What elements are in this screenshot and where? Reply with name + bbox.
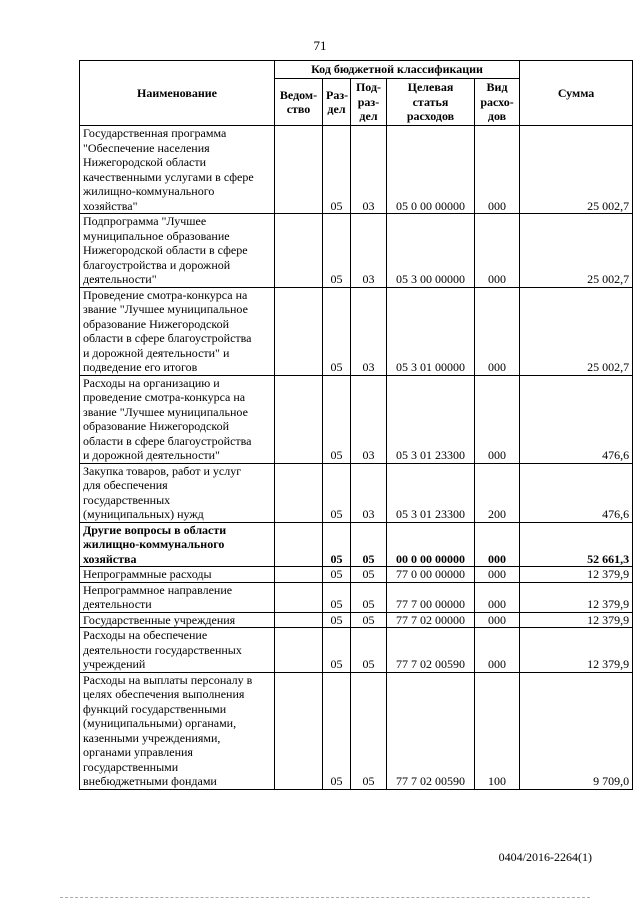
row-celevaya-statya: 77 0 00 00000 (387, 567, 475, 583)
row-razdel: 05 (323, 628, 351, 673)
header-podrazdel: Под- раз- дел (351, 79, 387, 126)
row-podrazdel: 03 (351, 463, 387, 522)
row-podrazdel: 03 (351, 126, 387, 214)
row-celevaya-statya: 05 0 00 00000 (387, 126, 475, 214)
row-vedomstvo (275, 214, 323, 288)
row-podrazdel: 05 (351, 522, 387, 567)
row-razdel: 05 (323, 463, 351, 522)
row-vedomstvo (275, 287, 323, 375)
row-podrazdel: 05 (351, 582, 387, 612)
row-summa: 12 379,9 (520, 628, 633, 673)
row-razdel: 05 (323, 287, 351, 375)
row-summa: 25 002,7 (520, 287, 633, 375)
row-podrazdel: 05 (351, 628, 387, 673)
row-vedomstvo (275, 463, 323, 522)
row-razdel: 05 (323, 214, 351, 288)
row-summa: 476,6 (520, 375, 633, 463)
table-row (80, 214, 633, 288)
row-razdel: 05 (323, 567, 351, 583)
row-razdel: 05 (323, 612, 351, 628)
row-summa: 25 002,7 (520, 126, 633, 214)
row-vedomstvo (275, 628, 323, 673)
row-celevaya-statya: 77 7 02 00590 (387, 628, 475, 673)
table-row (80, 567, 633, 583)
header-celevaya: Целевая статья расходов (387, 79, 475, 126)
row-celevaya-statya: 05 3 00 00000 (387, 214, 475, 288)
table-row (80, 522, 633, 567)
row-razdel: 05 (323, 582, 351, 612)
row-celevaya-statya: 05 3 01 23300 (387, 463, 475, 522)
row-summa: 52 661,3 (520, 522, 633, 567)
row-name: Подпрограмма "Лучшее муниципальное образование Нижегородской области в сфере благоустройства и дорожной деятельности" (80, 214, 275, 288)
row-vid-rashodov: 000 (475, 126, 520, 214)
row-celevaya-statya: 77 7 02 00000 (387, 612, 475, 628)
row-podrazdel: 05 (351, 672, 387, 789)
row-vid-rashodov: 000 (475, 214, 520, 288)
row-vid-rashodov: 200 (475, 463, 520, 522)
row-razdel: 05 (323, 375, 351, 463)
document-code: 0404/2016-2264(1) (498, 850, 592, 864)
row-vedomstvo (275, 672, 323, 789)
header-group: Код бюджетной классификации (275, 61, 520, 79)
table-row (80, 672, 633, 789)
row-vedomstvo (275, 375, 323, 463)
row-podrazdel: 05 (351, 567, 387, 583)
row-name: Непрограммное направление деятельности (80, 582, 275, 612)
budget-table (79, 60, 633, 790)
row-podrazdel: 03 (351, 214, 387, 288)
row-celevaya-statya: 05 3 01 23300 (387, 375, 475, 463)
page-number: 71 (313, 38, 327, 53)
header-vedomstvo: Ведом- ство (275, 79, 323, 126)
row-summa: 12 379,9 (520, 612, 633, 628)
table-row (80, 582, 633, 612)
table-row (80, 287, 633, 375)
row-summa: 9 709,0 (520, 672, 633, 789)
row-name: Проведение смотра-конкурса на звание "Лучшее муниципальное образование Нижегородской области в сфере благоустройства и дорожной деятельности" и подведение его итогов (80, 287, 275, 375)
row-summa: 12 379,9 (520, 582, 633, 612)
row-razdel: 05 (323, 522, 351, 567)
row-podrazdel: 03 (351, 287, 387, 375)
row-name: Государственная программа "Обеспечение населения Нижегородской области качественными услугами в сфере жилищно-коммунального хозяйства" (80, 126, 275, 214)
row-podrazdel: 03 (351, 375, 387, 463)
row-summa: 476,6 (520, 463, 633, 522)
row-celevaya-statya: 05 3 01 00000 (387, 287, 475, 375)
row-vid-rashodov: 000 (475, 522, 520, 567)
row-vid-rashodov: 100 (475, 672, 520, 789)
table-row (80, 463, 633, 522)
row-vid-rashodov: 000 (475, 375, 520, 463)
row-razdel: 05 (323, 126, 351, 214)
table-row (80, 126, 633, 214)
table-row (80, 375, 633, 463)
row-vedomstvo (275, 612, 323, 628)
row-celevaya-statya: 77 7 02 00590 (387, 672, 475, 789)
header-name: Наименование (80, 61, 275, 126)
row-razdel: 05 (323, 672, 351, 789)
row-name: Расходы на обеспечение деятельности государственных учреждений (80, 628, 275, 673)
row-podrazdel: 05 (351, 612, 387, 628)
header-summa: Сумма (520, 61, 633, 126)
row-vid-rashodov: 000 (475, 612, 520, 628)
row-summa: 25 002,7 (520, 214, 633, 288)
table-row (80, 612, 633, 628)
header-razdel: Раз- дел (323, 79, 351, 126)
row-name: Расходы на организацию и проведение смотра-конкурса на звание "Лучшее муниципальное образование Нижегородской области в сфере благоустройства и дорожной деятельности" (80, 375, 275, 463)
table-body (80, 126, 633, 790)
header-vid: Вид расхо- дов (475, 79, 520, 126)
row-vedomstvo (275, 582, 323, 612)
row-vid-rashodov: 000 (475, 287, 520, 375)
row-vedomstvo (275, 522, 323, 567)
row-vid-rashodov: 000 (475, 582, 520, 612)
row-name: Другие вопросы в области жилищно-коммунального хозяйства (80, 522, 275, 567)
row-celevaya-statya: 77 7 00 00000 (387, 582, 475, 612)
row-summa: 12 379,9 (520, 567, 633, 583)
row-vid-rashodov: 000 (475, 567, 520, 583)
row-celevaya-statya: 00 0 00 00000 (387, 522, 475, 567)
row-name: Непрограммные расходы (80, 567, 275, 583)
row-vid-rashodov: 000 (475, 628, 520, 673)
row-name: Государственные учреждения (80, 612, 275, 628)
row-vedomstvo (275, 126, 323, 214)
row-name: Закупка товаров, работ и услуг для обеспечения государственных (муниципальных) нужд (80, 463, 275, 522)
row-vedomstvo (275, 567, 323, 583)
scan-edge-line (60, 897, 590, 898)
row-name: Расходы на выплаты персоналу в целях обеспечения выполнения функций государственными (муниципальными) органами, казенными учреждениями, органами управления государственными внебюджетными фондами (80, 672, 275, 789)
table-row (80, 628, 633, 673)
